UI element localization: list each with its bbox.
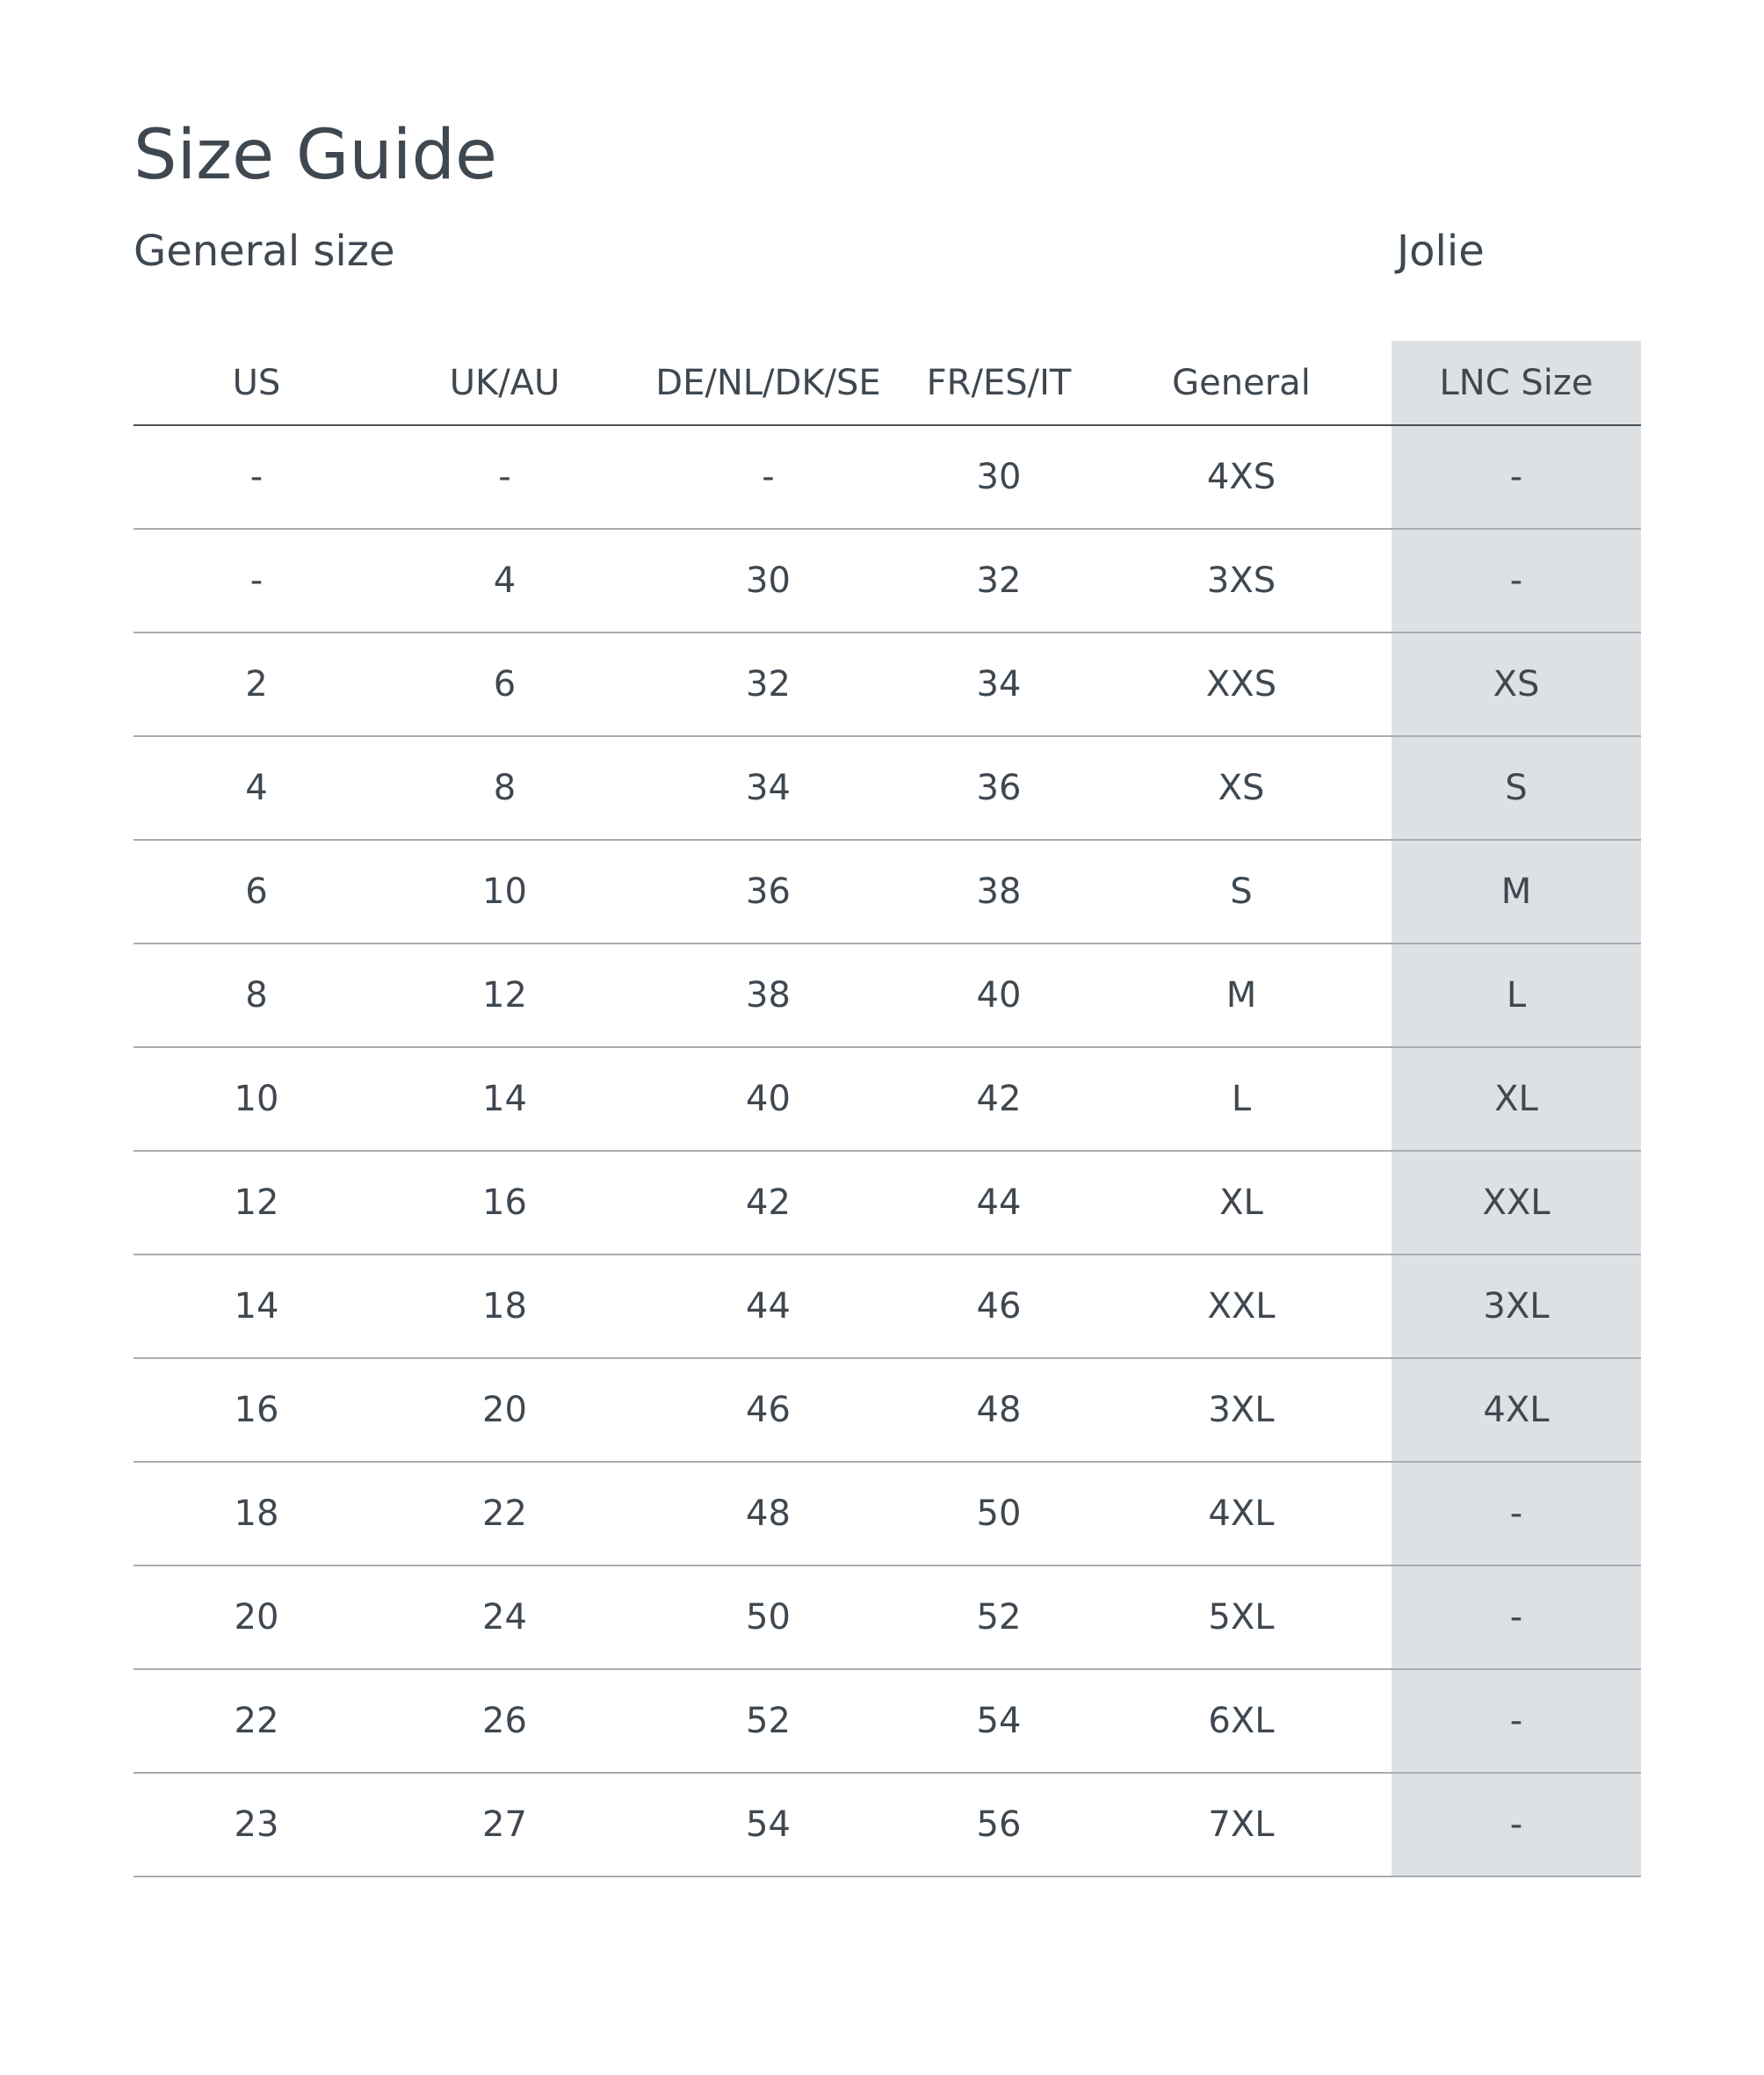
- cell-general: 3XL: [1091, 1358, 1392, 1462]
- column-header-fr-es-it: FR/ES/IT: [907, 341, 1091, 425]
- cell-general: XXL: [1091, 1254, 1392, 1358]
- table-row: [134, 944, 1641, 1047]
- table-body: [134, 425, 1641, 1876]
- table-row: [134, 1462, 1641, 1565]
- cell-lnc-size: S: [1392, 736, 1641, 840]
- cell-us: 18: [134, 1462, 380, 1565]
- column-header-uk-au: UK/AU: [380, 341, 630, 425]
- cell-fr-es-it: 30: [907, 425, 1091, 529]
- section-subtitle: General size: [134, 227, 395, 276]
- brand-label: Jolie: [1397, 227, 1485, 276]
- cell-general: XL: [1091, 1151, 1392, 1254]
- cell-de-nl-dk-se: 30: [630, 529, 907, 633]
- cell-general: M: [1091, 944, 1392, 1047]
- cell-us: 12: [134, 1151, 380, 1254]
- cell-lnc-size: L: [1392, 944, 1641, 1047]
- cell-de-nl-dk-se: 40: [630, 1047, 907, 1151]
- cell-de-nl-dk-se: 42: [630, 1151, 907, 1254]
- cell-general: 6XL: [1091, 1669, 1392, 1773]
- cell-uk-au: 22: [380, 1462, 630, 1565]
- column-header-de-nl-dk-se: DE/NL/DK/SE: [630, 341, 907, 425]
- table-row: [134, 1254, 1641, 1358]
- cell-us: 10: [134, 1047, 380, 1151]
- cell-fr-es-it: 56: [907, 1773, 1091, 1876]
- cell-fr-es-it: 46: [907, 1254, 1091, 1358]
- cell-fr-es-it: 38: [907, 840, 1091, 944]
- cell-uk-au: 16: [380, 1151, 630, 1254]
- cell-lnc-size: -: [1392, 1565, 1641, 1669]
- column-header-lnc-size: LNC Size: [1392, 341, 1641, 425]
- cell-lnc-size: XS: [1392, 633, 1641, 736]
- cell-general: XXS: [1091, 633, 1392, 736]
- table-row: [134, 1565, 1641, 1669]
- cell-de-nl-dk-se: 32: [630, 633, 907, 736]
- table-header-row: [134, 341, 1641, 425]
- cell-general: 7XL: [1091, 1773, 1392, 1876]
- cell-uk-au: 18: [380, 1254, 630, 1358]
- cell-general: L: [1091, 1047, 1392, 1151]
- cell-us: 14: [134, 1254, 380, 1358]
- cell-fr-es-it: 50: [907, 1462, 1091, 1565]
- cell-uk-au: 24: [380, 1565, 630, 1669]
- cell-uk-au: 14: [380, 1047, 630, 1151]
- column-header-us: US: [134, 341, 380, 425]
- table-row: [134, 1669, 1641, 1773]
- cell-uk-au: 6: [380, 633, 630, 736]
- cell-general: 5XL: [1091, 1565, 1392, 1669]
- cell-general: XS: [1091, 736, 1392, 840]
- cell-uk-au: 4: [380, 529, 630, 633]
- cell-lnc-size: XXL: [1392, 1151, 1641, 1254]
- cell-de-nl-dk-se: 50: [630, 1565, 907, 1669]
- cell-uk-au: 26: [380, 1669, 630, 1773]
- cell-de-nl-dk-se: 44: [630, 1254, 907, 1358]
- cell-de-nl-dk-se: 38: [630, 944, 907, 1047]
- cell-us: 6: [134, 840, 380, 944]
- cell-general: 3XS: [1091, 529, 1392, 633]
- cell-us: 2: [134, 633, 380, 736]
- cell-fr-es-it: 36: [907, 736, 1091, 840]
- cell-uk-au: 10: [380, 840, 630, 944]
- cell-fr-es-it: 48: [907, 1358, 1091, 1462]
- cell-us: -: [134, 425, 380, 529]
- table-row: [134, 633, 1641, 736]
- table-row: [134, 1151, 1641, 1254]
- cell-uk-au: 27: [380, 1773, 630, 1876]
- cell-fr-es-it: 54: [907, 1669, 1091, 1773]
- table-row: [134, 425, 1641, 529]
- cell-us: 16: [134, 1358, 380, 1462]
- cell-fr-es-it: 44: [907, 1151, 1091, 1254]
- cell-us: 22: [134, 1669, 380, 1773]
- cell-de-nl-dk-se: 34: [630, 736, 907, 840]
- cell-general: S: [1091, 840, 1392, 944]
- cell-de-nl-dk-se: -: [630, 425, 907, 529]
- cell-fr-es-it: 32: [907, 529, 1091, 633]
- cell-general: 4XS: [1091, 425, 1392, 529]
- cell-lnc-size: -: [1392, 425, 1641, 529]
- cell-fr-es-it: 42: [907, 1047, 1091, 1151]
- cell-general: 4XL: [1091, 1462, 1392, 1565]
- page-title: Size Guide: [134, 116, 497, 195]
- table-row: [134, 1773, 1641, 1876]
- cell-fr-es-it: 40: [907, 944, 1091, 1047]
- cell-lnc-size: -: [1392, 529, 1641, 633]
- cell-de-nl-dk-se: 36: [630, 840, 907, 944]
- table-row: [134, 1047, 1641, 1151]
- table-row: [134, 840, 1641, 944]
- cell-lnc-size: -: [1392, 1669, 1641, 1773]
- cell-us: 23: [134, 1773, 380, 1876]
- cell-lnc-size: -: [1392, 1773, 1641, 1876]
- cell-fr-es-it: 34: [907, 633, 1091, 736]
- cell-de-nl-dk-se: 46: [630, 1358, 907, 1462]
- cell-us: 4: [134, 736, 380, 840]
- cell-lnc-size: M: [1392, 840, 1641, 944]
- column-header-general: General: [1091, 341, 1392, 425]
- table-row: [134, 736, 1641, 840]
- cell-lnc-size: XL: [1392, 1047, 1641, 1151]
- cell-lnc-size: -: [1392, 1462, 1641, 1565]
- cell-us: -: [134, 529, 380, 633]
- cell-uk-au: 20: [380, 1358, 630, 1462]
- cell-us: 8: [134, 944, 380, 1047]
- table-row: [134, 1358, 1641, 1462]
- size-table: [134, 341, 1641, 1877]
- cell-de-nl-dk-se: 52: [630, 1669, 907, 1773]
- cell-uk-au: -: [380, 425, 630, 529]
- cell-de-nl-dk-se: 54: [630, 1773, 907, 1876]
- cell-fr-es-it: 52: [907, 1565, 1091, 1669]
- cell-uk-au: 8: [380, 736, 630, 840]
- cell-de-nl-dk-se: 48: [630, 1462, 907, 1565]
- cell-lnc-size: 3XL: [1392, 1254, 1641, 1358]
- cell-uk-au: 12: [380, 944, 630, 1047]
- table-row: [134, 529, 1641, 633]
- cell-lnc-size: 4XL: [1392, 1358, 1641, 1462]
- cell-us: 20: [134, 1565, 380, 1669]
